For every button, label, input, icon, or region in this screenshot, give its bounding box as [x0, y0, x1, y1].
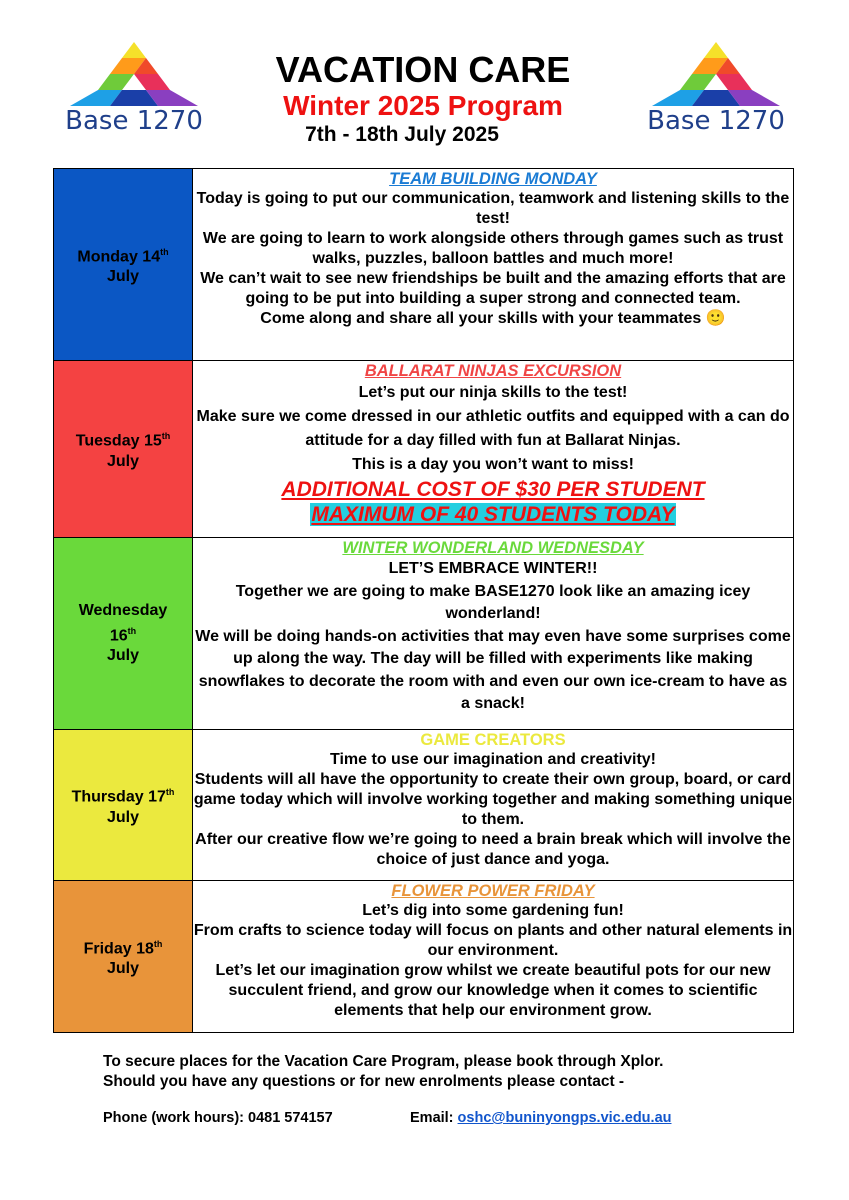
- booking-info: [103, 1052, 803, 1092]
- activity-line: We are going to learn to work alongside others through games such as trust walks, puzzles, balloon battles and much more!: [202, 230, 784, 267]
- activity-line: LET’S EMBRACE WINTER!!: [388, 560, 598, 577]
- table-row: [54, 538, 794, 730]
- activity-line: Come along and share all your skills with your teammates 🙂: [260, 310, 726, 327]
- activity-line: Time to use our imagination and creativity!: [330, 751, 656, 768]
- day-cell-wednesday: [54, 538, 193, 730]
- activity-line: After our creative flow we’re going to need a brain break which will involve the choice of just dance and yoga.: [195, 831, 791, 868]
- day-number: 16: [109, 627, 128, 645]
- program-dates: 7th - 18th July 2025: [305, 123, 499, 146]
- activity-cell-monday: [193, 169, 794, 361]
- day-month: July: [106, 452, 139, 470]
- activity-line: We can’t wait to see new friendships be built and the amazing efforts that are going to be put into building a super strong and connected team.: [200, 270, 786, 307]
- activity-line: We will be doing hands-on activities that may even have some surprises come up along the way. The day will be filled with experiments like making snowflakes to decorate the room with and even our own ice-cream to have as a snack!: [195, 627, 791, 712]
- day-month: July: [106, 647, 139, 665]
- table-row: [54, 881, 794, 1033]
- day-suffix: th: [127, 625, 137, 636]
- day-month: July: [106, 808, 139, 826]
- day-month: July: [106, 268, 139, 286]
- base1270-logo-right: [646, 40, 786, 136]
- day-name: Tuesday 15: [75, 432, 162, 450]
- activity-cell-friday: [193, 881, 794, 1033]
- day-name: Monday 14: [77, 248, 161, 266]
- activity-line: Let’s dig into some gardening fun!: [362, 902, 624, 919]
- activity-line: Students will all have the opportunity to create their own group, board, or card game today which will involve working together and making something unique to them.: [193, 771, 793, 828]
- table-row: [54, 361, 794, 538]
- email-contact: [410, 1110, 672, 1126]
- activity-line: Today is going to put our communication, teamwork and listening skills to the test!: [196, 190, 790, 227]
- contact-line: Should you have any questions or for new enrolments please contact -: [103, 1073, 625, 1090]
- activity-title: WINTER WONDERLAND WEDNESDAY: [342, 539, 644, 557]
- activity-line: Let’s let our imagination grow whilst we create beautiful pots for our new succulent friend, and grow our knowledge when it comes to scientific elements that help our environment grow.: [215, 962, 771, 1019]
- activity-title: BALLARAT NINJAS EXCURSION: [364, 362, 622, 380]
- activity-line: From crafts to science today will focus on plants and other natural elements in our environment.: [193, 922, 793, 959]
- page-title: VACATION CARE: [275, 49, 571, 90]
- activity-cell-wednesday: [193, 538, 794, 730]
- email-link[interactable]: oshc@buninyongps.vic.edu.au: [457, 1110, 672, 1126]
- table-row: [54, 730, 794, 881]
- day-name: Wednesday: [78, 601, 168, 619]
- day-suffix: th: [153, 938, 163, 949]
- activity-title: FLOWER POWER FRIDAY: [391, 882, 595, 900]
- rainbow-triangle-icon: [646, 40, 786, 106]
- program-table: [53, 168, 794, 1033]
- logo-text: Base 1270: [65, 106, 203, 136]
- activity-cell-thursday: [193, 730, 794, 881]
- day-cell-thursday: [54, 730, 193, 881]
- day-suffix: th: [161, 431, 171, 442]
- additional-cost-notice: ADDITIONAL COST OF $30 PER STUDENT: [281, 478, 705, 501]
- day-suffix: th: [165, 787, 175, 798]
- activity-line: Let’s put our ninja skills to the test!: [358, 384, 628, 401]
- day-cell-monday: [54, 169, 193, 361]
- day-cell-friday: [54, 881, 193, 1033]
- day-name: Friday 18: [83, 940, 154, 958]
- table-row: [54, 169, 794, 361]
- rainbow-triangle-icon: [64, 40, 204, 106]
- activity-cell-tuesday: [193, 361, 794, 538]
- page-header: [200, 50, 646, 148]
- day-cell-tuesday: [54, 361, 193, 538]
- day-month: July: [106, 960, 139, 978]
- logo-text: Base 1270: [647, 106, 785, 136]
- day-suffix: th: [160, 246, 169, 257]
- activity-title: TEAM BUILDING MONDAY: [389, 170, 597, 188]
- activity-line: Make sure we come dressed in our athletic outfits and equipped with a can do attitude for a day filled with fun at Ballarat Ninjas.: [196, 408, 790, 449]
- maximum-students-notice: MAXIMUM OF 40 STUDENTS TODAY: [311, 503, 675, 526]
- page-subtitle: Winter 2025 Program: [283, 90, 563, 121]
- day-name: Thursday 17: [71, 788, 166, 806]
- email-label: Email:: [410, 1110, 454, 1126]
- booking-line: To secure places for the Vacation Care Program, please book through Xplor.: [103, 1053, 664, 1070]
- phone-contact: Phone (work hours): 0481 574157: [103, 1110, 333, 1126]
- activity-line: Together we are going to make BASE1270 look like an amazing icey wonderland!: [235, 582, 751, 622]
- activity-line: This is a day you won’t want to miss!: [352, 456, 634, 473]
- activity-title: GAME CREATORS: [420, 731, 566, 749]
